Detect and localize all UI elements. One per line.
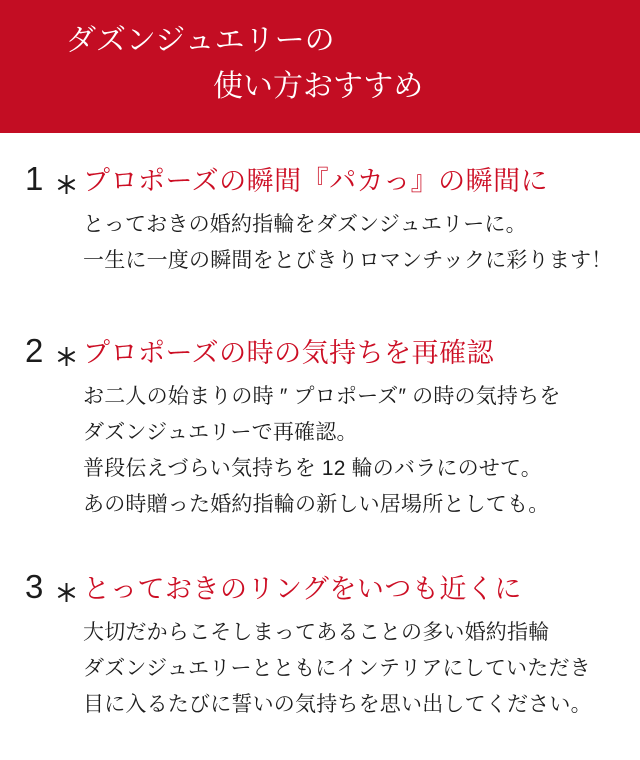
asterisk-icon	[49, 346, 83, 367]
body-line: あの時贈った婚約指輪の新しい居場所としても。	[83, 493, 550, 516]
section-number: 2	[25, 332, 44, 369]
section-3-heading-row	[25, 567, 640, 609]
body-line: お二人の始まりの時 ″ プロポーズ″ の時の気持ちを	[83, 385, 561, 408]
body-line: 目に入るたびに誓いの気持ちを思い出してください。	[83, 693, 592, 716]
page-title-line-1: ダズンジュエリーの	[66, 24, 335, 57]
body-line: とっておきの婚約指輪をダズンジュエリーに。	[83, 213, 527, 236]
section-number: 3	[25, 568, 44, 605]
section-heading: プロポーズの時の気持ちを再確認	[83, 338, 495, 368]
section-1-body	[83, 207, 640, 279]
section-number: 1	[25, 160, 44, 197]
section-2-heading-row	[25, 331, 640, 373]
body-line: 一生に一度の瞬間をとびきりロマンチックに彩ります！	[83, 249, 613, 272]
body-line: ダズンジュエリーとともにインテリアにしていただき	[83, 657, 591, 680]
section-3-body	[83, 615, 640, 723]
body-line: 大切だからこそしまってあることの多い婚約指輪	[83, 621, 550, 644]
page-title-line-2: 使い方おすすめ	[213, 70, 424, 103]
section-1-heading-row	[25, 159, 640, 201]
section-heading: プロポーズの瞬間『パカっ』の瞬間に	[83, 166, 549, 196]
section-2	[0, 331, 640, 523]
section-3	[0, 567, 640, 723]
section-1	[0, 159, 640, 279]
section-2-body	[83, 379, 640, 523]
body-line: 普段伝えづらい気持ちを 12 輪のバラにのせて。	[83, 457, 542, 480]
body-line: ダズンジュエリーで再確認。	[83, 421, 358, 444]
asterisk-icon	[49, 582, 83, 603]
section-heading: とっておきのリングをいつも近くに	[83, 574, 522, 604]
header-banner	[0, 0, 640, 133]
asterisk-icon	[49, 174, 83, 195]
